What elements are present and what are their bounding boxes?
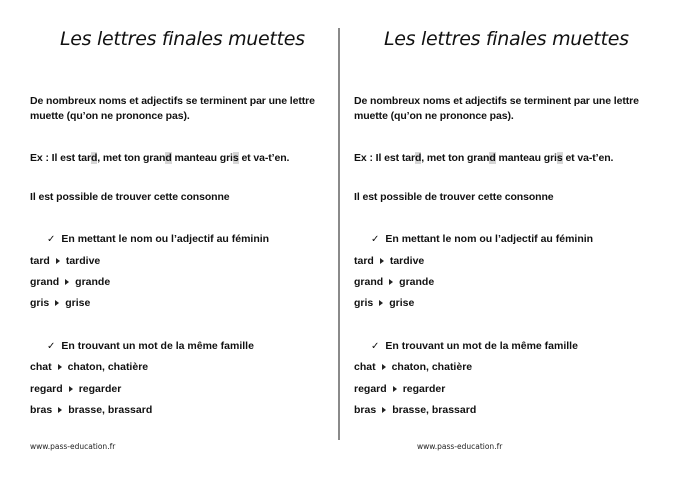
- highlighted-letter: d: [489, 152, 496, 164]
- example-text: Ex : Il est tar: [354, 152, 415, 164]
- example-text: et va-t’en.: [238, 152, 290, 164]
- intro-line-1: De nombreux noms et adjectifs se terminent par une lettre: [30, 95, 315, 107]
- row-result: chaton, chatière: [391, 361, 473, 373]
- arrow-right-icon: [58, 407, 62, 413]
- example-row: [354, 255, 424, 267]
- example-text: , met ton gran: [97, 152, 166, 164]
- arrow-right-icon: [55, 300, 59, 306]
- right-panel: [354, 0, 674, 480]
- arrow-right-icon: [69, 386, 73, 392]
- row-result: regarder: [78, 383, 122, 395]
- row-word: grand: [354, 276, 384, 288]
- arrow-right-icon: [380, 258, 384, 264]
- footer-url[interactable]: www.pass-education.fr: [417, 442, 503, 451]
- highlighted-letter: d: [414, 152, 422, 164]
- row-word: regard: [30, 383, 63, 395]
- arrow-right-icon: [382, 407, 386, 413]
- method-1-heading: [47, 233, 269, 245]
- page-title: Les lettres finales muettes: [384, 28, 629, 50]
- example-row: [30, 255, 100, 267]
- row-word: tard: [354, 255, 374, 267]
- row-result: tardive: [65, 255, 101, 267]
- arrow-right-icon: [389, 279, 393, 285]
- example-sentence: [354, 150, 613, 166]
- row-result: brasse, brassard: [392, 404, 477, 416]
- row-result: chaton, chatière: [67, 361, 149, 373]
- row-result: grande: [399, 276, 435, 288]
- method-2-heading: [47, 340, 254, 352]
- row-word: regard: [354, 383, 387, 395]
- example-text: manteau gri: [171, 152, 233, 164]
- example-row: [30, 404, 152, 416]
- arrow-right-icon: [379, 300, 383, 306]
- left-panel: [30, 0, 350, 480]
- method-label: En mettant le nom ou l’adjectif au féminin: [385, 233, 594, 245]
- method-label: En mettant le nom ou l’adjectif au féminin: [61, 233, 270, 245]
- arrow-right-icon: [65, 279, 69, 285]
- highlighted-letter: d: [165, 152, 172, 164]
- row-word: bras: [30, 404, 53, 416]
- footer-url[interactable]: www.pass-education.fr: [30, 442, 116, 451]
- row-word: chat: [30, 361, 52, 373]
- row-result: grise: [389, 297, 415, 309]
- method-1-heading: [371, 233, 593, 245]
- example-row: [30, 276, 110, 288]
- page-title: Les lettres finales muettes: [60, 28, 305, 50]
- method-2-heading: [371, 340, 578, 352]
- example-row: [354, 297, 414, 309]
- row-result: grise: [65, 297, 91, 309]
- example-row: [30, 361, 148, 373]
- example-text: manteau gri: [495, 152, 557, 164]
- possible-text: Il est possible de trouver cette consonne: [354, 191, 554, 203]
- highlighted-letter: s: [556, 152, 563, 164]
- highlighted-letter: s: [232, 152, 239, 164]
- possible-text: Il est possible de trouver cette consonne: [30, 191, 230, 203]
- highlighted-letter: d: [90, 152, 98, 164]
- example-text: et va-t’en.: [562, 152, 614, 164]
- example-row: [30, 383, 121, 395]
- example-row: [354, 361, 472, 373]
- example-row: [354, 404, 476, 416]
- method-label: En trouvant un mot de la même famille: [385, 340, 578, 352]
- row-result: tardive: [389, 255, 425, 267]
- intro-line-2: muette (qu’on ne prononce pas).: [30, 110, 190, 122]
- example-row: [354, 276, 434, 288]
- row-word: chat: [354, 361, 376, 373]
- example-sentence: [30, 150, 289, 166]
- check-icon: ✓: [47, 234, 56, 245]
- arrow-right-icon: [382, 364, 386, 370]
- row-word: bras: [354, 404, 377, 416]
- intro-line-2: muette (qu’on ne prononce pas).: [354, 110, 514, 122]
- row-word: tard: [30, 255, 50, 267]
- arrow-right-icon: [58, 364, 62, 370]
- row-word: gris: [354, 297, 374, 309]
- example-text: , met ton gran: [421, 152, 490, 164]
- check-icon: ✓: [371, 234, 380, 245]
- intro-line-1: De nombreux noms et adjectifs se terminent par une lettre: [354, 95, 639, 107]
- example-row: [354, 383, 445, 395]
- row-result: brasse, brassard: [68, 404, 153, 416]
- row-word: gris: [30, 297, 50, 309]
- check-icon: ✓: [371, 341, 380, 352]
- row-result: regarder: [402, 383, 446, 395]
- arrow-right-icon: [393, 386, 397, 392]
- example-text: Ex : Il est tar: [30, 152, 91, 164]
- arrow-right-icon: [56, 258, 60, 264]
- method-label: En trouvant un mot de la même famille: [61, 340, 254, 352]
- row-result: grande: [75, 276, 111, 288]
- example-row: [30, 297, 90, 309]
- check-icon: ✓: [47, 341, 56, 352]
- row-word: grand: [30, 276, 60, 288]
